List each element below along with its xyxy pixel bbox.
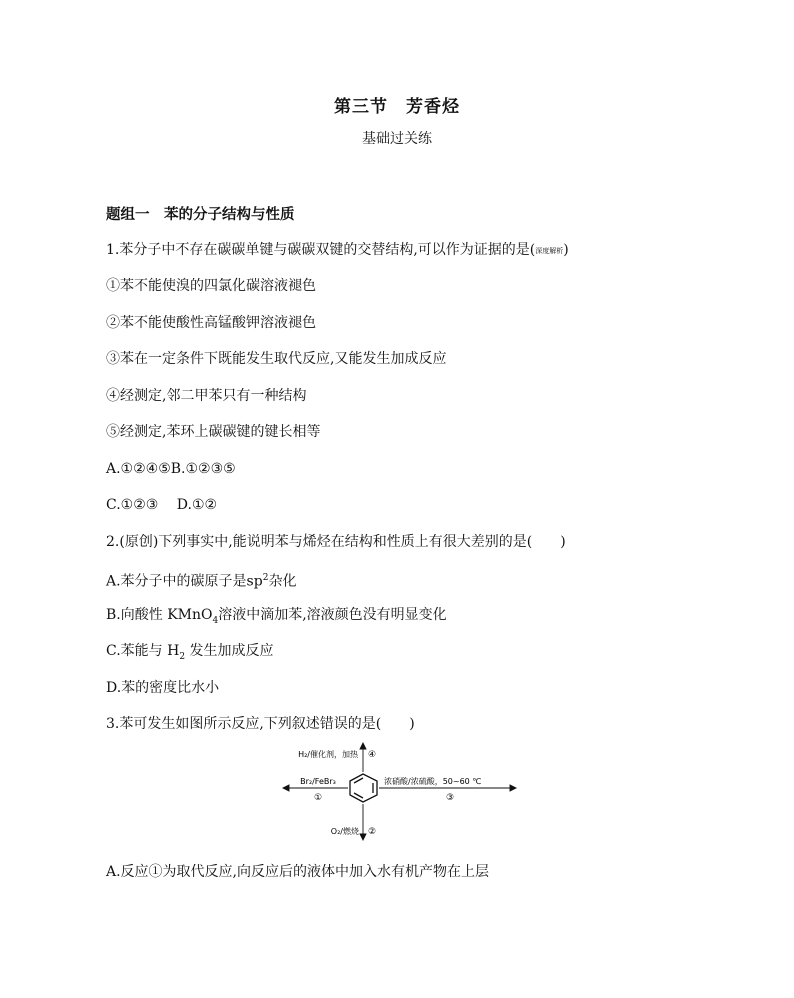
group-title: 题组一 苯的分子结构与性质 [106,207,295,223]
q2-tag: 原创 [124,534,153,550]
q1-item-5: ⑤经测定,苯环上碳碳键的键长相等 [106,424,321,440]
label-right: 浓硝酸/浓硫酸，50~60 ℃ [384,777,482,786]
q1-item-1: ①苯不能使溴的四氯化碳溶液褪色 [106,278,316,294]
arrow-up [360,743,366,772]
benzene-ring [350,774,377,802]
q1-options-cd: C.①②③ D.①② [106,497,218,513]
q1-item-4: ④经测定,邻二甲苯只有一种结构 [106,388,307,404]
benzene-reaction-diagram [280,742,520,842]
label-top: H₂/催化剂，加热 [298,750,358,759]
q1-stem: 1.苯分子中不存在碳碳单键与碳碳双键的交替结构,可以作为证据的是(深度解析) [106,242,569,258]
q2-option-b: B.向酸性 KMnO$_4$溶液中滴加苯,溶液颜色没有明显变化 [106,607,447,626]
q1-options-ab: A.①②④⑤B.①②③⑤ [106,461,236,477]
q1-item-3: ③苯在一定条件下既能发生取代反应,又能发生加成反应 [106,351,447,367]
q1-item-2: ②苯不能使酸性高锰酸钾溶液褪色 [106,315,316,331]
q2-option-d: D.苯的密度比水小 [106,680,220,696]
q1-tag: 深度解析 [535,247,564,255]
q2-option-c: C.苯能与 $H_2$ 发生加成反应 [106,643,274,662]
label-top-num: ④ [368,750,377,760]
q3-option-a: A.反应①为取代反应,向反应后的液体中加入水有机产物在上层 [106,864,490,880]
label-bottom-num: ② [368,827,377,837]
label-left-num: ① [313,793,323,803]
arrow-down [360,804,366,840]
label-right-num: ③ [445,793,455,803]
q2-stem: 2.(原创)下列事实中,能说明苯与烯烃在结构和性质上有很大差别的是( ) [106,534,566,550]
q2-option-a: A.苯分子中的碳原子是$sp^2$杂化 [106,573,297,590]
label-bottom: O₂/燃烧 [330,827,359,836]
label-left: Br₂/FeBr₃ [300,777,336,786]
page-title: 第三节 芳香烃 [334,97,460,117]
q3-stem: 3.苯可发生如图所示反应,下列叙述错误的是( ) [106,716,415,732]
page-subtitle: 基础过关练 [362,131,432,147]
